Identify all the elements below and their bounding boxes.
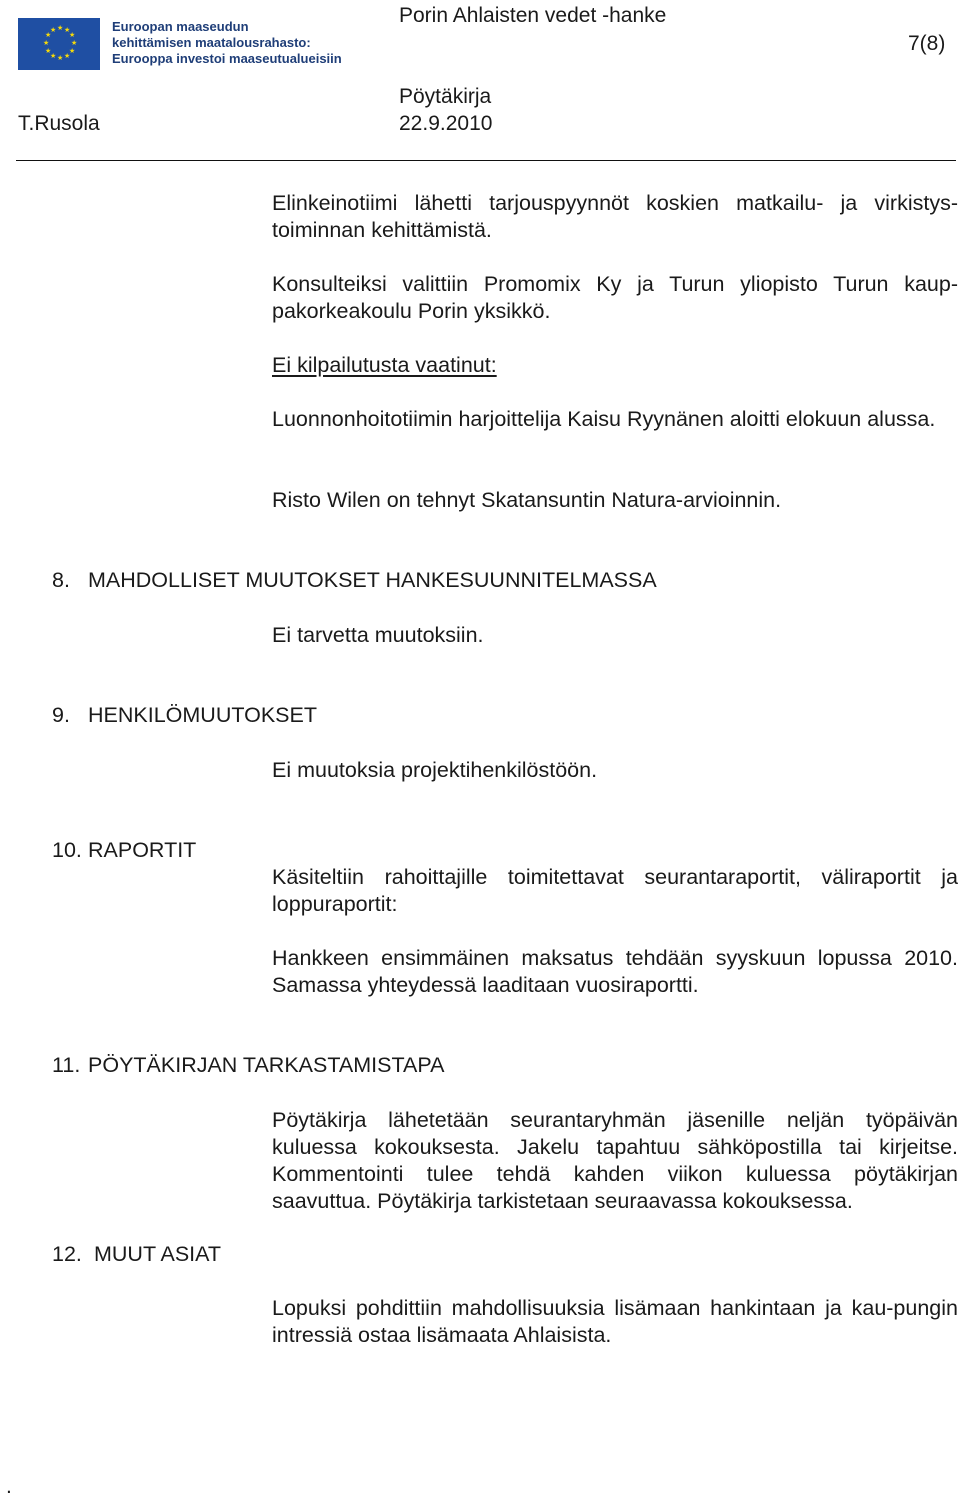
svg-text:★: ★ [64, 52, 71, 60]
section-text: Ei muutoksia projektihenkilöstöön. [272, 758, 598, 782]
logo-line: Eurooppa investoi maaseutualueisiin [112, 51, 342, 66]
page-number: 7(8) [908, 32, 946, 55]
paragraph: Luonnonhoitotiimin harjoittelija Kaisu Ryynänen aloitti elokuun alussa. [272, 407, 936, 431]
section-text: Lopuksi pohdittiin mahdollisuuksia lisämaan hankintaan ja kau-pungin intressiä ostaa lisämaata Ahlaisista. [272, 1296, 958, 1347]
section-title: PÖYTÄKIRJAN TARKASTAMISTAPA [88, 1053, 445, 1077]
section-number: 11. [52, 1053, 81, 1077]
svg-text:★: ★ [43, 39, 50, 47]
section-title: HENKILÖMUUTOKSET [88, 703, 317, 727]
svg-text:★: ★ [50, 52, 57, 60]
svg-text:★: ★ [45, 31, 52, 39]
logo-text [112, 19, 362, 67]
section-number: 10. [52, 838, 82, 862]
header-rule [16, 160, 956, 161]
section-number: 12. [52, 1242, 82, 1266]
section-text: Hankkeen ensimmäinen maksatus tehdään syyskuun lopussa 2010. Samassa yhteydessä laaditaan vuosiraportti. [272, 946, 958, 997]
document-date: 22.9.2010 [399, 112, 493, 135]
section-title: MUUT ASIAT [94, 1242, 222, 1266]
svg-text:★: ★ [50, 26, 57, 34]
section-text: Ei tarvetta muutoksiin. [272, 623, 484, 647]
svg-text:★: ★ [69, 47, 76, 55]
footer-mark: . [6, 1475, 12, 1498]
svg-text:★: ★ [64, 26, 71, 34]
section-text: Käsiteltiin rahoittajille toimitettavat seurantaraportit, väliraportit ja loppuraportit: [272, 865, 958, 916]
section-text: Pöytäkirja lähetetään seurantaryhmän jäsenille neljän työpäivän kuluessa kokouksesta. Jakelu tapahtuu sähköpostilla tai kirjeitse. Kommentointi tulee tehdä kahden viikon kuluessa pöytäkirjan saavuttua. Pöytäkirja tarkistetaan seuraavassa kokouksessa. [272, 1108, 958, 1213]
project-name: Porin Ahlaisten vedet -hanke [399, 4, 667, 27]
paragraph: Elinkeinotiimi lähetti tarjouspyynnöt koskien matkailu- ja virkistys-toiminnan kehittämistä. [272, 191, 958, 242]
logo-line: kehittämisen maatalousrahasto: [112, 35, 311, 50]
eu-flag-icon [18, 18, 100, 70]
paragraph: Risto Wilen on tehnyt Skatansuntin Natura-arvioinnin. [272, 488, 782, 512]
svg-text:★: ★ [69, 31, 76, 39]
document-type: Pöytäkirja [399, 85, 492, 108]
svg-text:★: ★ [57, 24, 64, 32]
section-title: RAPORTIT [88, 838, 197, 862]
logo-line: Euroopan maaseudun [112, 19, 249, 34]
section-title: MAHDOLLISET MUUTOKSET HANKESUUNNITELMASSA [88, 568, 657, 592]
underlined-subheading: Ei kilpailutusta vaatinut: [272, 353, 497, 377]
section-number: 9. [52, 703, 70, 727]
svg-text:★: ★ [45, 47, 52, 55]
eu-logo [18, 15, 358, 71]
svg-text:★: ★ [57, 54, 64, 62]
author: T.Rusola [18, 112, 100, 135]
paragraph: Konsulteiksi valittiin Promomix Ky ja Turun yliopisto Turun kaup-pakorkeakoulu Porin yksikkö. [272, 272, 958, 323]
svg-text:★: ★ [71, 39, 78, 47]
section-number: 8. [52, 568, 70, 592]
